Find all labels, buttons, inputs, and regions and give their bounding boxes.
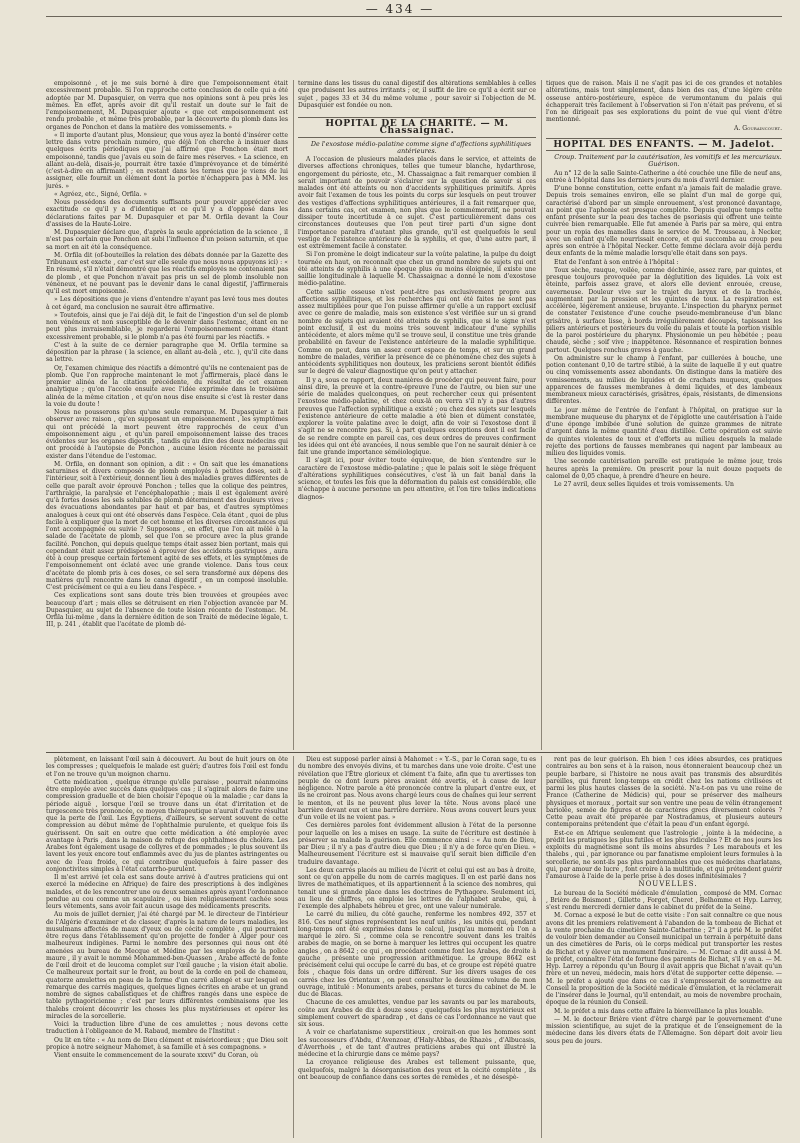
- paragraph: Est-ce en Afrique seulement que l'astrologie , jointe à la médecine, a prédit les pratiques les plus futiles et les plus ridicules ? Et de nos jours les exploits du magnétisme sont ils moins absurdes ? Les marabouts et les thalebs , qui , par ignorance ou par fanatisme emploient leurs formules à la sorcellerie, ne sont-ils pas plus pardonnables que ces médecins charlatans, qui, par amour de lucre , font croire à la multitude, et qui prétendent guérir l'amaurose à l'aide de la perle prise à des doses infinitésimales ?: [546, 829, 782, 880]
- column-2: [298, 80, 536, 748]
- paragraph: Dieu est supposé parler ainsi à Mahomet : « Y.-S., par le Coran sage, tu es du nombre des envoyés divins, et tu marches dans une voie droite. C'est une révélation que l'Être glorieux et clément t'a faite, afin que tu avertisses ton peuple de ce dont leurs pères avaient été avertis, et à cause de leur négligence. Notre parole a été prononcée contre la plupart d'entre eux, et ils ne croiront pas. Nous avons chargé leurs cous de chaînes qui leur serrent le menton, et ils ne peuvent plus lever la tête. Nous avons placé une barrière devant eux et une barrière derrière. Nous avons couvert leurs yeux d'un voile et ils ne voient pas. »: [298, 756, 536, 821]
- article-subtitle-croup: Croup. Traitement par la cautérisation, les vomitifs et les mercuriaux. Guérison.: [554, 153, 782, 169]
- paragraph: Vient ensuite le commencement de la sourate xxxvi° du Coran, où: [54, 1052, 258, 1059]
- paragraph: Au n° 12 de la salle Sainte-Catherine a été couchée une fille de neuf ans, entrée à l'hôpital dans les derniers jours du mois d'avril dernier.: [546, 169, 782, 184]
- section-title-nouvelles: NOUVELLES.: [638, 880, 698, 889]
- paragraph: Les deux carrés placés au milieu de l'écrit et celui qui est au bas à droite, sont ce qu'on appelle du nom de carrés magiques. Il en est parlé dans nos livres de mathématiques, et ils appartiennent à la science des nombres, qui tenait une si grande place dans les doctrines de Pythagore. Seulement ici, au lieu de chiffres, on emploie les lettres de l'alphabet arabe, qui, à l'exemple des alphabets hébreu et grec, ont une valeur numérale.: [298, 866, 536, 910]
- paragraph: M. Cornac a exposé le but de cette visite : l'on sait connaître ce que nous avons dit les premiers relativement à l'abandon de la tombeau de Bichat et la vente prochaine du cimetière Sainte-Catherine ; 2° il a prié M. le préfet de vouloir bien demander au Conseil municipal un terrain à perpétuité dans un des cimetières de Paris, où le corps médical put transporter les restes de Bichat et y élever un monument funéraire. — M. Cornac a dit aussi à M. le préfet, connaître l'état de fortune des parents de Bichat, s'il y en a. — M. Hyp. Larrey a répondu qu'un Bourg il avait appris que Bichat n'avait qu'un frère et un neveu, médecin, mais hors d'état de supporter cette dépense. — M. le préfet a ajouté que dans ce cas il s'empresserait de soumettre au Conseil la proposition de la Société médicale d'émulation, et la réclamerait de l'insérer dans le Journal, qu'il entendait, au mois de novembre prochain, époque de la réunion du Conseil.: [546, 912, 782, 1007]
- paragraph: Ou lit en tête : « Au nom de Dieu clément et miséricordieux ; que Dieu soit propice à notre seigneur Mahomet, à sa famille et à ses compagnons. »: [46, 1036, 288, 1051]
- paragraph: La croyance religieuse des Arabes est tellement puissante, que, quelquefois, malgré la désorganisation des yeux et la cécité complète , ils ont beaucoup de confiance dans ces sortes de remèdes , et ne désespè-: [298, 1059, 536, 1081]
- paragraph: « Il importe d'autant plus, Monsieur, que vous ayez la bonté d'insérer cette lettre dans votre prochain numéro, que déjà l'on cherche à insinuer dans quelques écrits périodiques que j'ai affirmé que Ponchon était mort empoisonné, tandis que j'avais eu soin de faire mes réserves. « La science, en allant au-delà, disais-je, pourrait être taxée d'imprévoyance et de témérité (c'est-à-dire en affirmant) ; en restant dans les termes que je viens de lui assigner, elle fournit un élément dont la portée n'échappera pas à MM. les jurés. »: [46, 131, 288, 190]
- paragraph: D'une bonne constitution, cette enfant n'a jamais fait de maladie grave. Depuis trois semaines environ, elle se plaint d'un mal de gorge qui, caractérisé d'abord par un simple enrouement, s'est prononcé davantage, au point que l'aphonie est presque complète. Depuis quelque temps cette enfant présente sur la peau des taches de psoriasis qui offrent une teinte cuivrée bien remarquable. Elle fut amenée à Paris par sa mère, qui entra pour un ropia des mamelles dans le service de M. Trousseau, à Necker, avec un enfant qu'elle nourrissait encore, et qui succomba au croup peu après son entrée à l'hôpital Necker. Cette femme déclara avoir déjà perdu deux enfants de la même maladie lorsqu'elle était dans son pays.: [546, 185, 782, 258]
- section-title-enfants: HOPITAL DES ENFANTS. — M. Jadelot.: [546, 138, 782, 151]
- paragraph: » Toutefois, ainsi que je l'ai déjà dit, le fait de l'ingestion d'un sel de plomb non vénéneux et non susceptible de le devenir dans l'estomac, étant en ne peut plus invraisemblable, je regarderai l'empoisonnement comme étant excessivement probable, si le plomb n'a pas été fourni par les réactifs. »: [46, 311, 288, 341]
- section-divider: [46, 752, 782, 753]
- paragraph: M. Dupasquier déclare que, d'après la seule appréciation de la science , il n'est pas certain que Ponchon ait subi l'influence d'un poison saturnin, et que sa mort en ait été la conséquence.: [46, 229, 288, 251]
- article-end-text: termine dans les tissus du canal digestif des altérations semblables à celles que produisent les autres irritants ; or, il suffit de lire ce qu'il a écrit sur ce sujet , pages 33 et 34 du même volume , pour savoir si l'objection de M. Dupasquier est fondée ou non.: [298, 80, 536, 109]
- paragraph: Si l'on promène le doigt indicateur sur la voûte palatine, la pulpe du doigt tournée en haut, on reconnaît que chez un grand nombre de sujets qui ont été atteints de syphilis à une époque plus ou moins éloignée, il existe une saillie longitudinale à laquelle M. Chassaignac a donné le nom d'exostose médio-palatine.: [298, 251, 536, 288]
- paragraph: Toux sèche, rauque, voilée, comme déchirée, assez rare, par quintes, et presque toujours provoquée par la déglutition des liquides. La voix est éteinte, parfois assez grave, et alors elle devient enrouée, creuse, caverneuse. Douleur vive sur le trajet du larynx et de la trachée, augmentant par la pression et les quintes de toux. La respiration est accélérée, légèrement anxieuse, bruyante. L'inspection du pharynx permet de constater l'existence d'une couche pseudo-membraneuse d'un blanc grisâtre, à surface lisse, à bords irrégulièrement découpés, tapissant les piliers antérieurs et postérieurs du voile du palais et toute la portion visible de la paroi postérieure du pharynx. Physionomie un peu hébétée ; peau chaude, sèche ; soif vive ; inappétence. Résonnance et respiration bonnes partout. Quelques ronchus graves à gauche.: [546, 266, 782, 354]
- paragraph: Cette médication , quelque étrange qu'elle paraisse , pourrait néanmoins être employée avec succès dans quelques cas ; il s'agirait alors de faire une compression graduelle et de bien choisir l'époque où la maladie ; car dans la période aiguë , lorsque l'œil se trouve dans un état d'irritation et de turgescence très prononcée, ce moyen thérapeutique n'aurait d'autre résultat que la perte de l'œil. Les Égyptiens, d'ailleurs, se servent souvent de cette compression au début même de l'ophthalmie purulente, et quelque fois ils guérissent. On sait en outre que cette médication a été employée avec avantage à Paris , dans la maison de refuge des ophthalmes du choléra. Les Arabes font également usage de collyres et de pommades ; le plus souvent ils lavent les yeux encore tout enflammés avec du jus de plantes astringentes ou avec de l'eau froide, ce qui contribue quelquefois à faire passer des conjonctivites simples à l'état catarrho-purulent.: [46, 778, 288, 873]
- column-5: [298, 756, 536, 1138]
- paragraph: On administre sur le champ à l'enfant, par cuillerées à bouche, une potion contenant 0,10 de tartre stibié, à la suite de laquelle il y eut quatre ou cinq vomissements assez abondants. On distingue dans la matière des vomissements, au milieu de liquides et de crachats muqueux, quelques apparences de fausses membranes à demi liquides, et des lambeaux membraneux mieux caractérisés, grisâtres, épais, résistants, de dimensions différentes.: [546, 354, 782, 406]
- paragraph: empoisonné , et je me suis borné à dire que l'empoisonnement était excessivement probable. Si l'on rapproche cette conclusion de celle qui a été adoptée par M. Dupasquier, on verra que nos opinions sont à peu près les mêmes. En effet, après avoir dit qu'il restait un doute sur le fait de l'empoisonnement, M. Dupasquier ajoute « que cet empoisonnement est rendu probable , et même très probable, par la découverte du plomb dans les organes de Ponchon et dans la matière des vomissements. »: [46, 80, 288, 131]
- paragraph: M. Orfila, en donnant son opinion, a dit : « On sait que les émanations saturnines et divers composés de plomb employés à petites doses, soit à l'intérieur, soit à l'extérieur, donnent lieu à des maladies graves différentes de celle que paraît avoir éprouvé Ponchon ; telles que la colique des peintres, l'arthralgie, la paralysie et l'encéphalopathie ; mais il est également avéré qu'à fortes doses les sels solubles de plomb déterminent des douleurs vives ; des évacuations abondantes par haut et par bas, et d'autres symptômes analogues à ceux qui ont été observés dans l'espèce. Cela étant , quoi de plus facile à expliquer que la mort de cet homme et les diverses circonstances qui l'ont accompagnée ou suivie ? Supposons , en effet, que l'on ait mêlé à la salade de l'acétate de plomb, sel que l'on se procure avec la plus grande facilité. Ponchon, qui depuis quelque temps était assez bien portant, mais qui cependant était assez prédisposé à éprouver des accidents gastriques , aura été à coup presque certain fortement agité de ses effets, et les symptômes de l'empoisonnement ont éclaté avec une grande violence. Dans tous ceux d'acétate de plomb pris à ces doses, ce sel sera transformé aux dépens des matières qu'il rencontre dans le canal digestif , en un composé insoluble. C'est précisément ce qui a eu lieu dans l'espèce. »: [46, 460, 288, 591]
- column-divider-1: [293, 80, 294, 750]
- section-title-charite: HOPITAL DE LA CHARITÉ. — M. Chassaignac.: [298, 117, 536, 138]
- column-4: [46, 756, 288, 1138]
- paragraph: Nous possédons des documents suffisants pour pouvoir apprécier avec exactitude ce qu'il y a d'identique et ce qu'il y a d'opposé dans les déclarations faites par M. Dupasquier et par M. Orfila devant la Cour d'assises de la Haute-Loire.: [46, 199, 288, 228]
- paragraph: Nous ne pousserons plus qu'une seule remarque. M. Dupasquier a fait observer avec raison , qu'en supposant un empoisonnement , les symptômes qui ont précédé la mort peuvent être rapprochés de ceux d'un empoisonnement aigu , et qu'un pareil empoisonnement laisse des traces évidentes sur les organes digestifs , tandis qu'au dire des deux médecins qui ont procédé à l'autopsie de Ponchon , aucune lésion récente ne paraissait exister dans l'étendue de l'estomac.: [46, 409, 288, 460]
- top-rule: [46, 16, 782, 17]
- column-1: [46, 80, 288, 748]
- paragraph: M. Orfila dit (of-bouteilles la relation des débats donnée par la Gazette des Tribunaux est exacte , car c'est sur elle seule que nous nous appuyons ici) : « En résumé, s'il n'était démontré que les réactifs employés ne contenaient pas de plomb , et que Ponchon n'avait pas pris un sel de plomb insoluble non vénéneux, et ne pouvant pas le devenir dans le canal digestif, j'affirmerais qu'il est mort empoisonné.: [46, 251, 288, 295]
- column-divider-3: [293, 756, 294, 1138]
- paragraph: Cette saillie osseuse n'est peut-être pas exclusivement propre aux affections syphilitiques, et les recherches qui ont été faites ne sont pas assez multipliées pour que l'on puisse affirmer qu'elle a un rapport exclusif avec ce genre de maladie, mais son existence s'est vérifiée sur un si grand nombre de sujets qui avaient été atteints de syphilis, que si le signe n'est point exclusif, il est du moins très souvent indicateur d'une syphilis antécédente, et alors même qu'il se trouve seul, il constitue une très grande probabilité en faveur de l'existence antérieure de la maladie syphilitique. Comme on peut, dans un assez court espace de temps, et sur un grand nombre de malades, vérifier la présence de ce phénomène chez des sujets à antécédents syphilitiques non douteux, les praticiens seront bientôt édifiés sur le degré de valeur diagnostique qu'on peut y attacher.: [298, 288, 536, 376]
- column-divider-4: [541, 756, 542, 1138]
- paragraph: Le carré du milieu, du côté gauche, renferme les nombres 492, 357 et 816. Ces neuf signes représentent les neuf unités , les unités qui, pendant long-temps ont été exprimées dans le calcul, jusqu'au moment où l'on a marqué le zéro. Si , comme cela se rencontre souvent dans les traités arabes de magie, on se borne à marquer les lettres qui occupent les quatre angles , on a 8642 ; ce qui , en procédant comme font les Arabes, de droite à gauche , présente une progression arithmétique. Le groupe 8642 est précisément celui qui occupe le carré du bas, et ce groupe est répété quatre fois , chaque fois dans un ordre différent. Sur les divers usages de ces carrés chez les Orientaux , on peut consulter le deuxième volume de mon ouvrage, intitulé : Monuments arabes, persans et turcs du cabinet de M. le duc de Blacas.: [298, 911, 536, 998]
- paragraph: — M. le docteur Brière vient d'être chargé par le gouvernement d'une mission scientifique, au sujet de la pratique et de l'enseignement de la médecine dans les divers états de l'Allemagne. Son départ doit avoir lieu sous peu de jours.: [546, 1015, 782, 1045]
- paragraph: Le jour même de l'entrée de l'enfant à l'hôpital, on pratique sur la membrane muqueuse du pharynx et de l'épiglotte une cautérisation à l'aide d'une éponge imbibée d'une solution de quinze grammes de nitrate d'argent dans la même quantité d'eau distillée. Cette opération est suivie de quintes violentes de toux et d'efforts au milieu desquels la malade rejette des portions de fausses membranes qui nagent par lambeaux au milieu des liquides vomis.: [546, 406, 782, 457]
- paragraph: M. le préfet a mis dans cette affaire la bienveillance la plus louable.: [554, 1007, 764, 1015]
- paragraph: A l'occasion de plusieurs malades placés dans le service, et atteints de diverses affections chroniques, telles que tumeur blanche, hydarthrose, engorgement du périoste, etc., M. Chassaignac a fait remarquer combien il serait important de pouvoir s'éclairer sur la question de savoir si ces malades ont été atteints ou non d'accidents syphilitiques primitifs. Après avoir fait l'examen de tous les points du corps sur lesquels on peut trouver des vestiges d'affections syphilitiques antérieures, il a fait remarquer que, dans certains cas, cet examen, non plus que le commémoratif, ne pouvait dissiper toute incertitude à ce sujet. C'est particulièrement dans ces circonstances douteuses que l'on peut tirer parti d'un signe dont l'importance paraîtra d'autant plus grande, qu'il est quelquefois le seul vestige de l'existence antérieure de la syphilis, et que, d'une autre part, il est extrêmement facile à constater.: [298, 156, 536, 250]
- paragraph: « Agréez, etc., Signé, Orfila. »: [54, 190, 148, 198]
- paragraph: Chacune de ces amulettes, vendue par les savants ou par les marabouts, coûte aux Arabes de dix à douze sous ; quelquefois les plus mystérieux est simplement couvert de sparadrap , et dans ce cas l'ordonnance ne vaut que six sous.: [298, 999, 536, 1028]
- paragraph: Le 27 avril, deux selles liquides et trois vomissements. Un: [554, 481, 734, 488]
- paragraph: Le bureau de la Société médicale d'émulation , composé de MM. Cornac , Brière de Boismont , Gillette , Forget, Cheret , Belhomme et Hyp. Larrey, s'est rendu mercredi dernier dans le cabinet du préfet de la Seine.: [546, 889, 782, 911]
- column-divider-2: [541, 80, 542, 750]
- paragraph: Au mois de juillet dernier, j'ai été chargé par M. le directeur de l'intérieur de l'Algérie d'examiner et de classer, d'après la nature de leurs maladies, les musulmans affectés de maux d'yeux ou de cécité complète , qui pourraient être reçus dans l'établissement qu'on projette de fonder à Alger pour ces malheureux indigènes. Parmi le nombre des personnes qui nous ont été amenées au bureau de Mecque et Médine par les employés de la police maure , il y avait le nommé Mohammed-ben-Quassen , Arabe affecté de fonte de l'œil droit et de leucoma complet sur l'œil gauche ; la vision était abolie. Ce malheureux portait sur le front, au bout de la corde en poil de chameau, quatorze amulettes en peau de la forme d'un carré allongé et sur lesquel on remarque des carrés magiques, quelques lignes écrites en arabe et un grand nombre de signes cabalistiques et de chiffres rangés dans une espèce de table pythagoricienne ; c'est par leurs différentes combinaisons que les thalebs croient découvrir les choses les plus mystérieuses et opérer les miracles de la sorcellerie.: [46, 911, 288, 1020]
- paragraph: Ces dernières paroles font évidemment allusion à l'état de la personne pour laquelle on les a mises en usage. La suite de l'écriture est destinée à préserver sa malade la guérison. Elle commence ainsi : « Au nom de Dieu, par Dieu ; il n'y a pas d'autre dieu que Dieu ; il n'y a de force qu'en Dieu. » Malheureusement l'écriture est si mauvaise qu'il serait bien difficile d'en traduire davantage.: [298, 822, 536, 866]
- paragraph: Il s'agit ici, pour éviter toute équivoque, de bien s'entendre sur le caractère de l'exostose médio-palatine ; que le palais soit le siège fréquent d'altérations syphilitiques consécutives, c'est là un fait banal dans la science, et toutes les fois que la déformation du palais est considérable, elle n'échappe à aucune personne un peu attentive, et l'on tire telles indications diagnos-: [298, 457, 536, 501]
- article-end-text: tiques que de raison. Mais il ne s'agit pas ici de ces grandes et notables altérations, mais tout simplement, dans bien des cas, d'une légère crête osseuse antéro-postérieure, espèce de verumontanum du palais qui échapperait très facilement à l'observation si l'on n'était pas prévenu, et si l'on ne dirigeait pas ses explorations du point de vue qui vient d'être mentionné.: [546, 80, 782, 124]
- paragraph: Etat de l'enfant à son entrée à l'hôpital :: [554, 258, 679, 266]
- page-number: — 434 —: [365, 2, 435, 16]
- column-3: [546, 80, 782, 748]
- author-signature: A. Gouraincourt.: [733, 124, 782, 132]
- paragraph: Ces explications sont sans doute très bien trouvées et groupées avec beaucoup d'art ; mais elles se détruisent en rien l'objection avancée par M. Dupasquier, au sujet de l'absence de toute lésion récente de l'estomac. M. Orfila lui-même , dans la dernière édition de son Traité de médecine légale, t. III, p. 241 , établit que l'acétate de plomb dé-: [46, 592, 288, 629]
- article-subtitle-exostose: De l'exostose médio-palatine comme signe d'affections syphilitiques antérieures.: [310, 139, 532, 155]
- paragraph: C'est à la suite de ce dernier paragraphe que M. Orfila termine sa déposition par la phrase ( la science, en allant au-delà , etc. ), qu'il cite dans sa lettre.: [46, 341, 288, 364]
- paragraph: Une seconde cautérisation pareille est pratiquée le même jour, trois heures après la première. On prescrit pour la nuit douze paquets de calomel de 0,05 chaque, à prendre d'heure en heure.: [546, 458, 782, 480]
- paragraph: Il y a, sous ce rapport, deux manières de procéder qui peuvent faire, pour ainsi dire, la preuve et la contre-épreuve l'une de l'autre, ou bien sur une série de malades quelconques, on peut rechercher ceux qui présentent l'exostose médio-palatine, et chez ceux-là on verra s'il n'y a pas d'autres preuves que l'affection syphilitique a existé ; ou chez des sujets sur lesquels l'existence antérieure de cette maladie a été bien et dûment constatée, explorer la voûte palatine avec le doigt, afin de voir si l'exostose dont il s'agit ne se rencontre pas. Si, à part quelques exceptions dont il est facile de se rendre compte en pareil cas, ces deux ordres de preuves confirment les idées qui ont été avancées, il nous semble que l'on ne saurait dénier à ce fait une grande importance séméiologique.: [298, 376, 536, 456]
- paragraph: rent pas de leur guérison. Eh bien ! ces idées absurdes, ces pratiques contraires au bon sens et à la raison, nous étonneraient beaucoup chez un peuple barbare, si l'histoire ne nous avait pas transmis des absurdités pareilles, qui furent long-temps en crédit chez les nations civilisées et parmi les plus hautes classes de la société. N'a-t-on pas vu une reine de France (Catherine de Médicis) qui, pour se préserver des malheurs physiques et moraux , portait sur son ventre une peau de vélin étrangement bariolée, semée de figures et de caractères grecs diversement colorés ? Cette peau avait été préparée par Nostradamus, et plusieurs auteurs contemporains prétendent que c'était la peau d'un enfant égorgé.: [546, 756, 782, 829]
- paragraph: A voir ce charlatanisme superstitieux , croirait-on que les hommes sont les successeurs d'Abdu, d'Avenzoar, d'Haly-Abbas, de Rhazès , d'Albucasis, d'Averrhoès , et de tant d'autres praticiens arabes qui ont illustré la médecine et la chirurgie dans ce même pays?: [298, 1029, 536, 1058]
- paragraph: plètement, en laissant l'œil sain à découvert. Au bout de huit jours on ôte les compresses ; quelquefois le malade est guéri; d'autres fois l'œil est fondu et l'on ne trouve qu'un moignon charnu.: [46, 756, 288, 778]
- paragraph: Voici la traduction libre d'une de ces amulettes ; nous devons cette traduction à l'obligeance de M. Rabaud, membre de l'Institut :: [46, 1021, 288, 1036]
- paragraph: Il m'est arrivé (et cela est sans doute arrivé à d'autres praticiens qui ont exercé la médecine en Afrique) de faire des prescriptions à des indigènes malades, et de les rencontrer une ou deux semaines après ayant l'ordonnance pendue au cou comme un scapulaire , ou bien religieusement cachée sous leurs vêtements, sans avoir fait aucun usage des médicaments prescrits.: [46, 874, 288, 910]
- paragraph: Or, l'examen chimique des réactifs a démontré qu'ils ne contenaient pas de plomb. Que l'on rapproche maintenant le mot j'affirmerais, placé dans le premier alinéa de la citation précédente, du résultat de cet examen analytique ; qu'on l'accole ensuite avec l'idée exprimée dans le troisième alinéa de la même citation , et qu'on nous dise ensuite si c'est là rester dans la voie du doute !: [46, 364, 288, 408]
- paragraph: » Les dépositions que je viens d'entendre n'ayant pas levé tous mes doutes à cet égard, ma conclusion ne saurait être affirmative.: [46, 296, 288, 311]
- column-6: [546, 756, 782, 1138]
